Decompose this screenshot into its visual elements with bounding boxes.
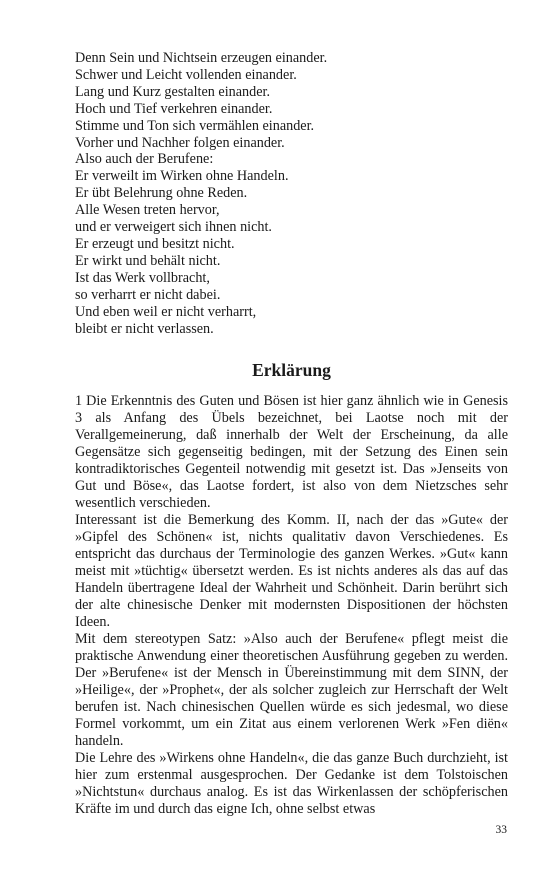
- poem-block: [75, 50, 508, 337]
- commentary-paragraph: Interessant ist die Bemerkung des Komm. II, nach der das »Gute« der »Gipfel des Schönen« ist, nichts qualitativ davon Verschiedenes. Es entspricht das durchaus der Terminologie des ganzen Werkes. »Gut« kann meist mit »tüchtig« übersetzt werden. Es ist nichts anderes als das auf das Handeln übertragene Ideal der Wahrheit und Schönheit. Darin berührt sich der alte chinesische Denker mit modernsten Dispositionen der höchsten Ideen.: [75, 512, 508, 631]
- commentary-paragraph: Mit dem stereotypen Satz: »Also auch der Berufene« pflegt meist die praktische Anwendung einer theoretischen Ausführung gegeben zu werden. Der »Berufene« ist der Mensch in Übereinstimmung mit dem SINN, der »Heilige«, der »Prophet«, der als solcher zugleich zur Herrschaft der Welt berufen ist. Nach chinesischen Quellen würde es sich jedesmal, wo diese Formel vorkommt, um ein Zitat aus einem verlorenen Werk »Fen diën« handeln.: [75, 631, 508, 750]
- poem-line: Er wirkt und behält nicht.: [75, 252, 221, 269]
- commentary-paragraph: 1 Die Erkenntnis des Guten und Bösen ist hier ganz ähnlich wie in Genesis 3 als Anfang des Übels bezeichnet, bei Laotse noch mit der Verallgemeinerung, daß innerhalb der Welt der Erscheinung, da alle Gegensätze sich gegenseitig bedingen, mit der Setzung des Einen sein kontradiktorisches Gegenteil notwendig mit gesetzt ist. Das »Jenseits von Gut und Böse«, das Laotse fordert, ist also von dem Nietzsches sehr wesentlich verschieden.: [75, 393, 508, 512]
- poem-line: Hoch und Tief verkehren einander.: [75, 100, 273, 117]
- poem-line: Er erzeugt und besitzt nicht.: [75, 235, 235, 252]
- poem-line: und er verweigert sich ihnen nicht.: [75, 219, 272, 236]
- commentary-paragraph: Die Lehre des »Wirkens ohne Handeln«, die das ganze Buch durchzieht, ist hier zum erstenmal ausgesprochen. Der Gedanke ist dem Tolstoischen »Nichtstun« durchaus analog. Es ist das Wirkenlassen der schöpferischen Kräfte im und durch das eigne Ich, ohne selbst etwas: [75, 750, 508, 818]
- poem-line: Und eben weil er nicht verharrt,: [75, 303, 257, 320]
- section-heading: Erklärung: [252, 360, 331, 381]
- commentary-body: [75, 393, 508, 818]
- poem-line: Ist das Werk vollbracht,: [75, 269, 210, 286]
- poem-line: Er verweilt im Wirken ohne Handeln.: [75, 168, 289, 185]
- poem-line: Denn Sein und Nichtsein erzeugen einander.: [75, 50, 328, 66]
- poem-line: Also auch der Berufene:: [75, 151, 214, 168]
- poem-line: Lang und Kurz gestalten einander.: [75, 83, 271, 100]
- page-content: [75, 50, 508, 818]
- poem-line: so verharrt er nicht dabei.: [75, 286, 221, 303]
- poem-line: bleibt er nicht verlassen.: [75, 320, 214, 337]
- poem-line: Er übt Belehrung ohne Reden.: [75, 185, 248, 202]
- poem-line: Stimme und Ton sich vermählen einander.: [75, 117, 315, 134]
- poem-line: Schwer und Leicht vollenden einander.: [75, 66, 297, 83]
- page-number: 33: [495, 824, 507, 836]
- poem-line: Alle Wesen treten hervor,: [75, 202, 220, 219]
- poem-line: Vorher und Nachher folgen einander.: [75, 134, 285, 151]
